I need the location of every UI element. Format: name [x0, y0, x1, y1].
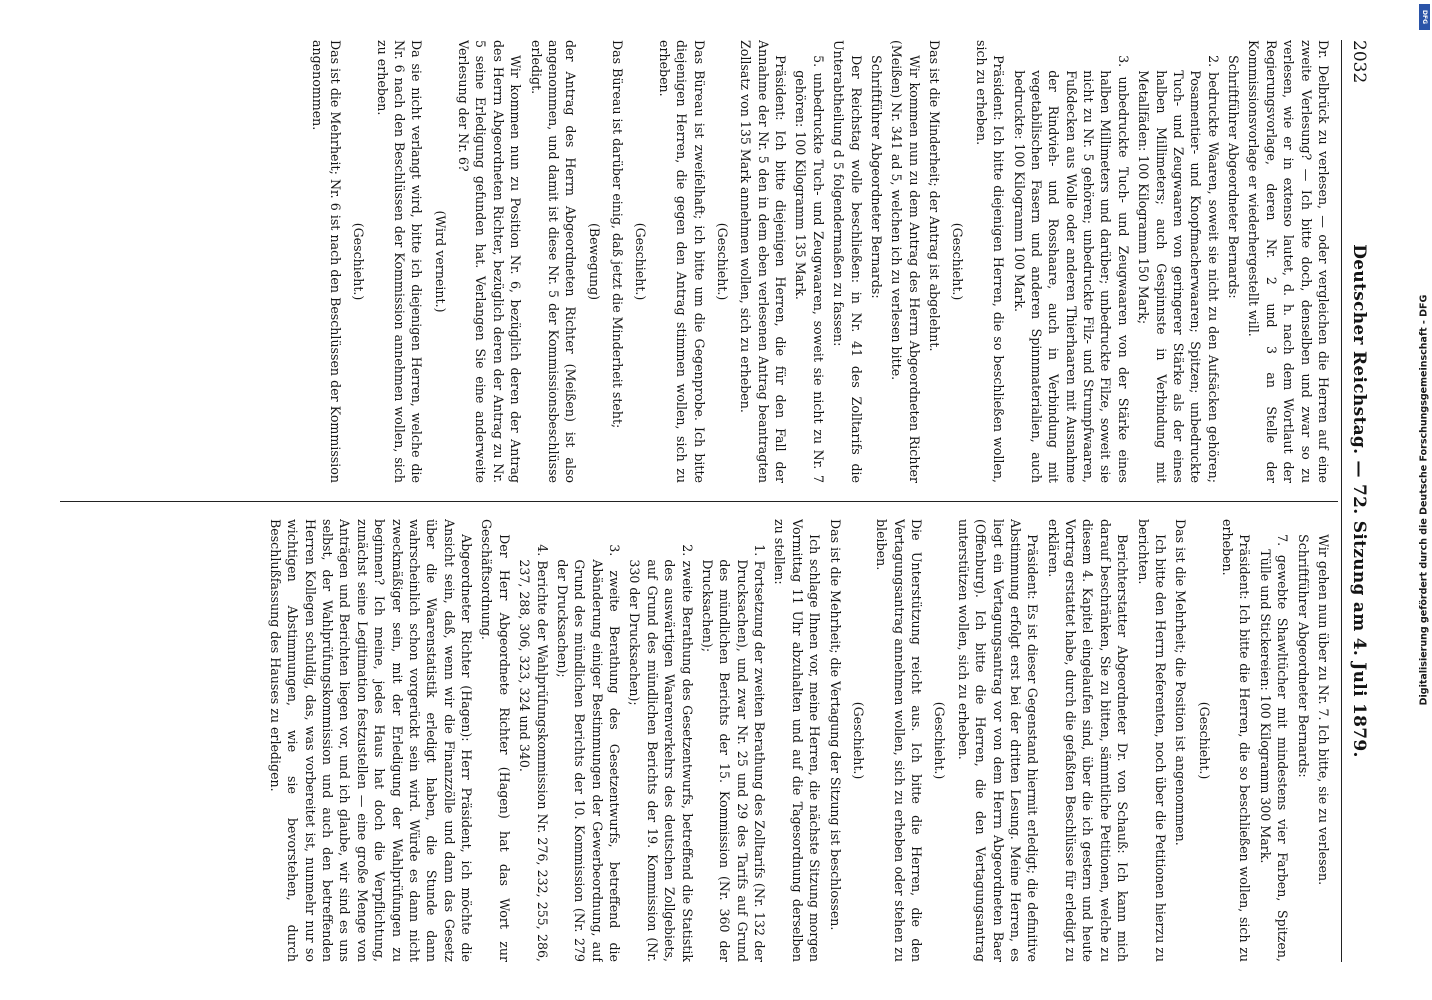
- paragraph: Schriftführer Abgeordneter Bernards:: [1295, 534, 1311, 778]
- paragraph: Das ist die Minderheit; der Antrag ist abgelehnt.: [927, 40, 943, 352]
- stage-direction: (Wird verneint.): [432, 210, 448, 313]
- paragraph: Präsident: Ich bitte diejenigen Herren, die für den Fall der Annahme der Nr. 5 den in dem eben verlesenen Antrag beantragten Zollsatz von 135 Mark annehmen wollen, sich zu erheben.: [738, 40, 789, 483]
- paragraph: Das ist die Mehrheit; Nr. 6 ist nach den Beschlüssen der Kommission angenommen.: [310, 40, 343, 483]
- stage-direction: (Geschieht.): [950, 222, 966, 301]
- stage-direction: (Geschieht.): [1196, 701, 1212, 780]
- column-divider: [60, 501, 1338, 502]
- paragraph: Ich schlage Ihnen vor, meine Herren, die nächste Sitzung morgen Vormittag 11 Uhr abzuhalten und auf die Tagesordnung derselben zu stellen:: [772, 519, 823, 962]
- paragraph: Ich bitte den Herrn Referenten, noch über die Petitionen hierzu zu berichten.: [1135, 519, 1168, 962]
- list-item: 1. Fortsetzung der zweiten Berathung des Zolltarifs (Nr. 132 der Drucksachen), und zwar Nr. 25 und 29 des Tarifs auf Grund des mündlichen Berichts der 15. Kommission (Nr. 360 der Drucksachen);: [700, 544, 768, 962]
- header-rule: [1341, 40, 1342, 962]
- paragraph: Das Büreau ist zweifelhaft; ich bitte um die Gegenprobe. Ich bitte diejenigen Herren, die gegen den Antrag stimmen wollen, sich zu erheben.: [656, 40, 707, 483]
- list-item: 2. zweite Berathung des Gesetzentwurfs, betreffend die Statistik des auswärtigen Waarenverkehrs des deutschen Zollgebiets, auf Grund des mündlichen Berichts der 19. Kommission (Nr. 330 der Drucksachen);: [627, 544, 695, 962]
- paragraph: Dr. Delbrück zu verlesen, — oder vergleichen die Herren auf eine zweite Verlesung? — Ich bitte doch, denselben und zwar so zu verlesen, wie er in extenso lautet, d. h. nach dem Wortlaut der Regierungsvorlage, deren Nr. 2 und 3 an Stelle der Kommissionsvorlage er wiederhergestellt will.: [1246, 40, 1331, 483]
- paragraph: Das ist die Mehrheit; die Position ist angenommen.: [1173, 519, 1189, 846]
- paragraph: Die Unterstützung reicht aus. Ich bitte die Herren, die den Vertagungsantrag annehmen wollen, sich zu erheben oder stehen zu bleiben.: [874, 519, 925, 962]
- paragraph: Präsident: Ich bitte die Herren, die so beschließen wollen, sich zu erheben.: [1220, 519, 1253, 962]
- list-item: 3. unbedruckte Tuch- und Zeugwaaren von der Stärke eines halben Millimeters und darüber; unbedruckte Filze, soweit sie nicht zu Nr. 5 gehören; unbedruckte Filz- und Strumpfwaaren, Fußdecken aus Wolle oder anderen Thierhaaren mit Ausnahme der Rindvieh- und Rosshaare, auch in Verbindung mit vegetabilischen Fasern und anderen Spinnmaterialien, auch bedruckte: 100 Kilogramm 100 Mark.: [1011, 55, 1131, 483]
- stage-direction: (Geschieht.): [633, 222, 649, 301]
- stage-direction: (Geschieht.): [932, 701, 948, 780]
- paragraph: Das Büreau ist darüber einig, daß jetzt die Minderheit steht;: [610, 40, 626, 429]
- paragraph: der Antrag des Herrn Abgeordneten Richter (Meißen) ist also angenommen, und damit ist diese Nr. 5 der Kommissionsbeschlüsse erledigt.: [528, 40, 579, 483]
- stage-direction: (Geschieht.): [715, 222, 730, 301]
- paragraph: Präsident: Ich bitte diejenigen Herren, die so beschließen wollen, sich zu erheben.: [973, 40, 1007, 483]
- paragraph: Berichterstatter Abgeordneter Dr. von Schauß: Ich kann mich darauf beschränken, Sie zu bitten, sämmtliche Petitionen, welche zu diesem 4. Kapitel eingelaufen sind, über die ich gestern und heute Vortrag erstattet habe, durch die gefaßten Beschlüsse für erledigt zu erklären.: [1045, 519, 1131, 962]
- running-head: [1346, 40, 1372, 962]
- paragraph: Schriftführer Abgeordneter Bernards:: [869, 55, 884, 299]
- paragraph: Das ist die Mehrheit; die Vertagung der Sitzung ist beschlossen.: [827, 519, 843, 931]
- page-title: Deutscher Reichstag. — 72. Sitzung am 4. Juli 1879.: [1349, 244, 1369, 758]
- stage-direction: (Geschieht.): [851, 701, 866, 780]
- paragraph: Präsident: Es ist dieser Gegenstand hiermit erledigt; die definitive Abstimmung erfolgt erst bei der dritten Lesung. Meine Herren, es liegt ein Vertagungsantrag vor von dem Herrn Abgeordneten Baer (Offenburg). Ich bitte die Herren, die den Vertagungsantrag unterstützen wollen, sich zu erheben.: [955, 519, 1041, 962]
- list-item: 2. bedruckte Waaren, soweit sie nicht zu den Aufsäcken gehören; Posamentier- und Knopfmacherwaaren; Spitzen; unbedruckte Tuch- und Zeugwaaren von geringerer Stärke als der eines halben Millimeters; auch Gespinnste in Verbindung mit Metallfäden: 100 Kilogramm 150 Mark;: [1136, 55, 1221, 483]
- stage-direction: (Bewegung): [586, 222, 602, 301]
- list-item: 3. zweite Berathung des Gesetzentwurfs, betreffend die Abänderung einiger Bestimmungen der Gewerbeordnung, auf Grund des mündlichen Berichts der 10. Kommission (Nr. 279 der Drucksachen);: [555, 544, 623, 962]
- list-item: 5. unbedruckte Tuch- und Zeugwaaren, soweit sie nicht zu Nr. 7 gehören: 100 Kilogramm 135 Mark.: [793, 55, 826, 483]
- paragraph: Schriftführer Abgeordneter Bernards:: [1226, 55, 1242, 299]
- paragraph: Der Reichstag wolle beschließen: in Nr. 41 des Zolltarifs die Unterabtheilung d 5 folgendermaßen zu fassen:: [831, 40, 864, 483]
- paragraph: Wir kommen nun zu dem Antrag des Herrn Abgeordneten Richter (Meißen) Nr. 341 ad 5, welchen ich zu verlesen bitte.: [889, 40, 922, 483]
- dfg-watermark-text: Digitalisierung gefördert durch die Deutsche Forschungsgemeinschaft - DFG: [1418, 294, 1430, 706]
- dfg-logo: DFG: [1419, 4, 1430, 30]
- paragraph: Abgeordneter Richter (Hagen): Herr Präsident, ich möchte die Ansicht sein, daß, wenn wir die Finanzzölle und dann das Gesetz über die Waarenstatistik erledigt haben, die Stunde dann wahrscheinlich schon vorgerückt sein wird. Würde es dann nicht zweckmäßiger sein, mit der Erledigung der Wahlprüfungen zu beginnen? Ich meine, jedes Haus hat doch die Verpflichtung, zunächst seine Legitimation festzustellen — eine große Menge von Anträgen und Berichten liegen vor, und ich glaube, wir sind es uns selbst, der Wahlprüfungskommission und auch den betreffenden Herren Kollegen schuldig, das, was vorbereitet ist, nunmehr nur so wichtigen Abstimmungen, wie sie bevorstehen, durch Beschlußfassung des Hauses zu erledigen.: [268, 519, 475, 962]
- left-column: [60, 40, 1332, 483]
- paragraph: Da sie nicht verlangt wird, bitte ich diejenigen Herren, welche die Nr. 6 nach den Beschlüssen der Kommission annehmen wollen, sich zu erheben.: [374, 40, 425, 483]
- page-number: 2032: [1349, 40, 1369, 84]
- paragraph: Der Herr Abgeordnete Richter (Hagen) hat das Wort zur Geschäftsordnung.: [479, 519, 512, 962]
- dfg-watermark: [1418, 0, 1430, 1000]
- stage-direction: (Geschieht.): [351, 222, 367, 301]
- right-column: [60, 519, 1332, 962]
- list-item: 4. Berichte der Wahlprüfungskommission Nr. 276, 232, 255, 286, 237, 288, 306, 323, 324 und 340.: [517, 544, 550, 962]
- list-item: 7. gewebte Shawltücher mit mindestens vier Farben, Spitzen, Tülle und Stickereien: 100 Kilogramm 300 Mark.: [1257, 534, 1291, 962]
- paragraph: Wir gehen nun über zu Nr. 7. Ich bitte, sie zu verlesen.: [1316, 534, 1331, 886]
- paragraph: Wir kommen nun zu Position Nr. 6, bezüglich deren der Antrag des Herrn Abgeordneten Richter, bezüglich deren der Antrag zu Nr. 5 seine Erledigung gefunden hat. Verlangen Sie eine anderweite Verlesung der Nr. 6?: [456, 40, 524, 483]
- page-body: [60, 40, 1369, 962]
